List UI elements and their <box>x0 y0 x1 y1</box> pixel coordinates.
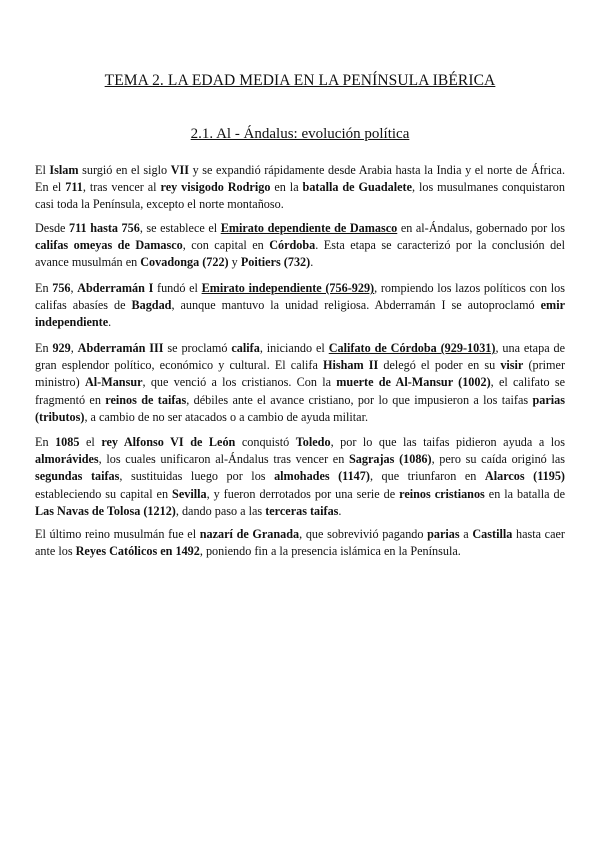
bold-term: VII <box>170 163 189 177</box>
text-run: En <box>35 435 56 449</box>
text-run: (primer ministro) <box>35 358 566 390</box>
text-run: , aunque mantuvo la unidad religiosa. Abderramán I se autoproclamó <box>171 298 541 313</box>
document-title: TEMA 2. LA EDAD MEDIA EN LA PENÍNSULA IBÉRICA <box>104 72 496 89</box>
paragraph <box>35 162 565 214</box>
text-run: surgió en el siglo <box>78 163 171 177</box>
bold-term: visir <box>500 358 524 373</box>
paragraph <box>35 434 565 520</box>
bold-term: 711 <box>65 180 83 195</box>
bold-term: nazarí de Granada <box>199 527 300 541</box>
text-run: . <box>338 503 342 518</box>
text-run: , que venció a los cristianos. Con la <box>142 375 337 390</box>
bold-term: califa <box>231 341 260 355</box>
text-run: y <box>228 255 241 270</box>
section-title: 2.1. Al - Ándalus: evolución política <box>190 126 410 142</box>
text-run: , que sobrevivió pagando <box>299 527 428 541</box>
text-run: y se expandió rápidamente desde Arabia hasta la India y el norte de África. En el <box>35 163 565 195</box>
paragraph <box>35 526 565 560</box>
text-run: en la <box>270 180 303 195</box>
bold-term: terceras taifas <box>265 503 339 518</box>
bold-term: Covadonga (722) <box>140 255 229 270</box>
underlined-term: Emirato independiente (756-929) <box>201 281 375 295</box>
text-run: , con capital en <box>182 238 270 253</box>
text-run: hasta caer ante los <box>35 527 565 559</box>
bold-term: Alarcos (1195) <box>484 469 565 484</box>
bold-term: batalla de Guadalete <box>302 180 412 195</box>
text-run: , a cambio de no ser atacados o a cambio de ayuda militar. <box>84 409 369 424</box>
text-run: Desde <box>35 221 70 235</box>
bold-term: Islam <box>49 163 79 177</box>
text-run: en al-Ándalus, gobernado por los <box>397 221 565 235</box>
text-run: , <box>70 341 78 355</box>
text-run: en la batalla de <box>484 486 565 501</box>
text-run: El último reino musulmán fue el <box>35 527 200 541</box>
text-run: estableciendo su capital en <box>35 486 173 501</box>
text-run: En <box>35 341 53 355</box>
bold-term: parias (tributos) <box>35 392 565 424</box>
bold-term: reinos de taifas <box>105 392 187 407</box>
text-run: , débiles ante el avance cristiano, por lo que impusieron a los taifas <box>186 392 533 407</box>
text-run: fundó el <box>153 281 202 295</box>
text-run: , una etapa de gran esplendor político, económico y cultural. El califa <box>35 341 565 373</box>
text-run: el <box>79 435 102 449</box>
bold-term: Abderramán III <box>77 341 164 355</box>
paragraph <box>35 340 565 426</box>
underlined-term: Califato de Córdoba (929-1031) <box>328 341 496 355</box>
bold-term: emir independiente <box>35 298 565 330</box>
text-run: a <box>459 527 473 541</box>
text-run: , poniendo fin a la presencia islámica en la Península. <box>199 544 461 559</box>
bold-term: califas omeyas de Damasco <box>35 238 183 253</box>
bold-term: Poitiers (732) <box>240 255 311 270</box>
text-run: , tras vencer al <box>82 180 161 195</box>
bold-term: 756 <box>52 281 71 295</box>
text-run: El <box>35 163 50 177</box>
bold-term: Abderramán I <box>77 281 154 295</box>
bold-term: Toledo <box>295 435 331 449</box>
bold-term: reinos cristianos <box>399 486 485 501</box>
bold-term: Bagdad <box>131 298 172 313</box>
text-run: , se establece el <box>139 221 221 235</box>
text-run: se proclamó <box>163 341 232 355</box>
bold-term: rey Alfonso VI de León <box>101 435 236 449</box>
bold-term: Sevilla <box>172 486 207 501</box>
bold-term: segundas taifas <box>35 469 120 484</box>
text-run: . Esta etapa se caracterizó por la conclusión del avance musulmán en <box>35 238 565 270</box>
text-run: . <box>108 315 112 330</box>
text-run: , el califato se fragmentó en <box>35 375 565 407</box>
text-run: , por lo que las taifas pidieron ayuda a los <box>330 435 565 449</box>
text-run: , <box>70 281 78 295</box>
text-run: , iniciando el <box>259 341 329 355</box>
bold-term: almohades (1147) <box>274 469 370 484</box>
text-run: , los cuales unificaron al-Ándalus tras vencer en <box>98 452 350 467</box>
text-run: , los musulmanes conquistaron casi toda la Península, excepto el norte montañoso. <box>35 180 565 212</box>
bold-term: almorávides <box>35 452 99 467</box>
paragraph <box>35 220 565 272</box>
paragraph <box>35 280 565 332</box>
bold-term: 1085 <box>55 435 80 449</box>
text-run: conquistó <box>235 435 296 449</box>
bold-term: Sagrajas (1086) <box>349 452 432 467</box>
text-run: , pero su caída originó las <box>431 452 565 467</box>
bold-term: Las Navas de Tolosa (1212) <box>35 503 176 518</box>
bold-term: Al-Mansur <box>84 375 143 390</box>
bold-term: Reyes Católicos en 1492 <box>75 544 200 559</box>
underlined-term: Emirato dependiente de Damasco <box>220 221 398 235</box>
text-run: , que triunfaron en <box>369 469 485 484</box>
bold-term: parias <box>427 527 460 541</box>
bold-term: 711 hasta 756 <box>69 221 140 235</box>
bold-term: Castilla <box>472 527 513 541</box>
bold-term: Hisham II <box>322 358 379 373</box>
text-run: delegó el poder en su <box>378 358 501 373</box>
bold-term: 929 <box>52 341 71 355</box>
text-run: , dando paso a las <box>175 503 266 518</box>
text-run: , sustituidas luego por los <box>119 469 275 484</box>
text-run: , rompiendo los lazos políticos con los califas abasíes de <box>35 281 566 313</box>
text-run: En <box>35 281 53 295</box>
bold-term: muerte de Al-Mansur (1002) <box>336 375 491 390</box>
bold-term: rey visigodo Rodrigo <box>160 180 271 195</box>
bold-term: Córdoba <box>269 238 316 253</box>
text-run: . <box>310 255 314 270</box>
text-run: , y fueron derrotados por una serie de <box>206 486 400 501</box>
